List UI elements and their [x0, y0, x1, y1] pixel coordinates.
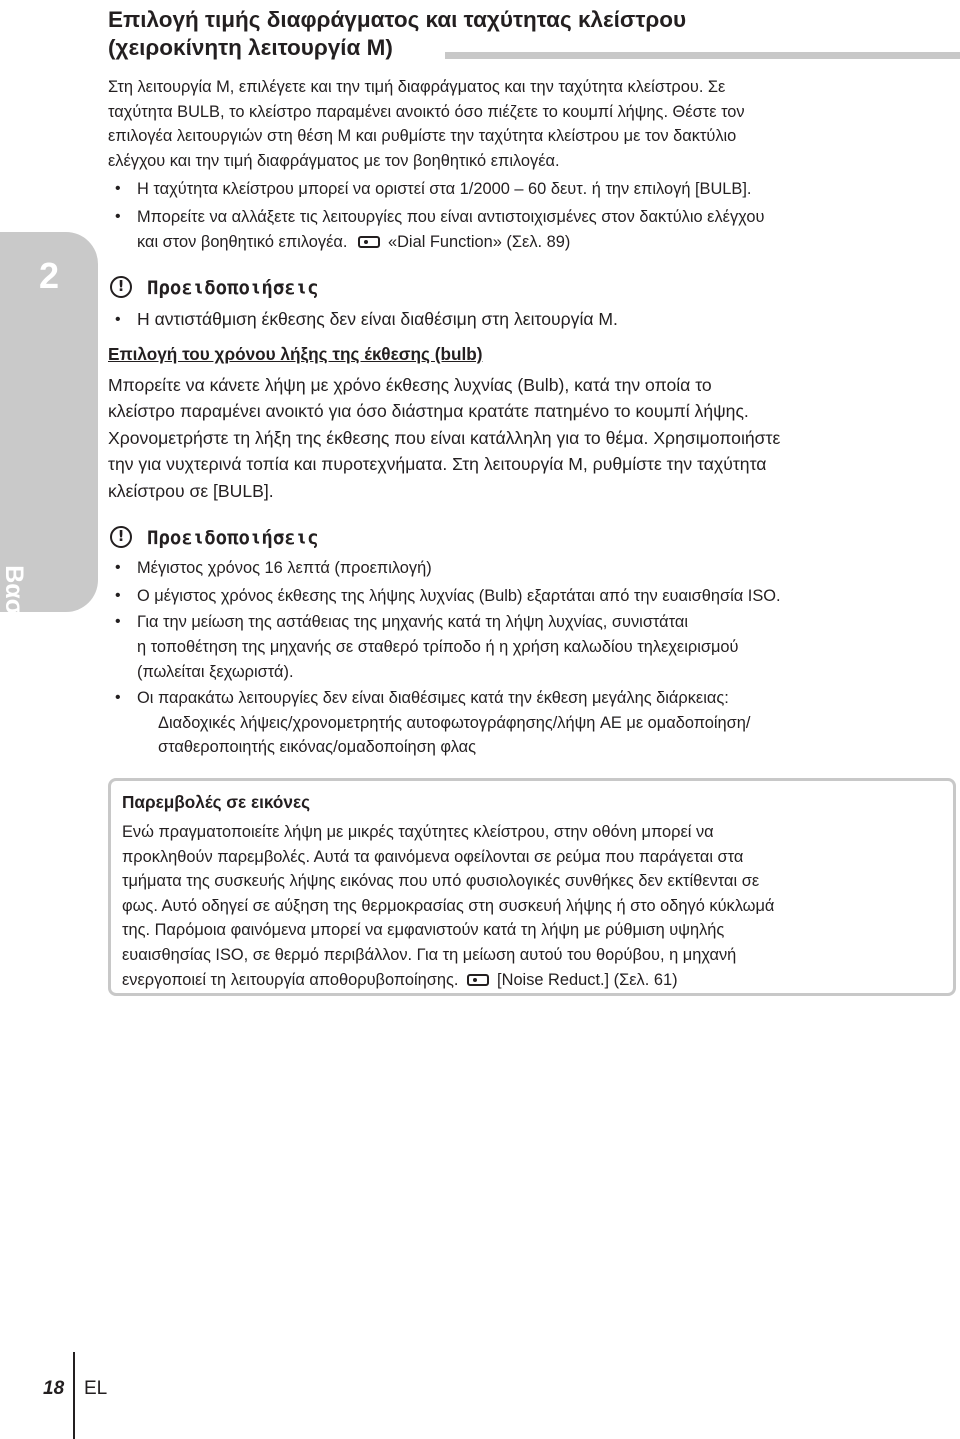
caution2-item-4-sub: σταθεροποιητής εικόνας/ομαδοποίηση φλας	[158, 738, 477, 756]
caution2-item-3-line: (πωλείται ξεχωριστά).	[137, 663, 294, 681]
note-line: της. Παρόμοια φαινόμενα μπορεί να εμφανιστούν κατά τη λήψη με ρύθμιση υψηλής	[122, 921, 725, 940]
bulb-line: την για νυχτερινά τοπία και πυροτεχνήματα. Στη λειτουργία M, ρυθμίστε την ταχύτητα	[108, 454, 767, 475]
note-line: ευαισθησίας ISO, σε θερμό περιβάλλον. Για τη μείωση αυτού του θορύβου, η μηχανή	[122, 946, 737, 964]
noise-note-box	[108, 778, 956, 996]
bullet-dot: •	[115, 311, 121, 328]
note-line: προκληθούν παρεμβολές. Αυτά τα φαινόμενα οφείλονται σε ρεύμα που παράγεται στα	[122, 847, 744, 866]
bulb-line: κλείστρου σε [BULB].	[108, 480, 274, 501]
caution-icon: !	[110, 526, 132, 548]
intro-line: επιλογέα λειτουργιών στη θέση M και ρυθμίστε την ταχύτητα κλείστρου με τον δακτύλιο	[108, 127, 737, 146]
title-line-1: Επιλογή τιμής διαφράγματος και ταχύτητας κλείστρου	[108, 7, 687, 32]
intro-bullet-2-line-2	[137, 230, 570, 255]
noise-reduct-ref: [Noise Reduct.] (Σελ. 61)	[497, 970, 678, 989]
page-number: 18	[43, 1378, 65, 1399]
chapter-tab	[0, 232, 98, 825]
caution2-item-3-line: η τοποθέτηση της μηχανής σε σταθερό τρίποδο ή η χρήση καλωδίου τηλεχειρισμού	[137, 638, 739, 656]
title-underline-rule	[445, 52, 960, 59]
note-title: Παρεμβολές σε εικόνες	[122, 792, 311, 812]
reference-icon	[358, 236, 380, 248]
note-last-text: ενεργοποιεί τη λειτουργία αποθορυβοποίησης.	[122, 970, 459, 989]
caution-title: Προειδοποιήσεις	[147, 527, 319, 549]
footer-divider	[73, 1352, 75, 1439]
language-code: EL	[84, 1378, 108, 1399]
bulb-line: Χρονομετρήστε τη λήξη της έκθεσης που είναι κατάλληλη για το θέμα. Χρησιμοποιήστε	[108, 427, 781, 448]
bullet-dot: •	[115, 587, 121, 604]
bulb-line: κλείστρο παραμένει ανοικτό για όσο διάστημα κρατάτε πατημένο το κουμπί λήψης.	[108, 401, 749, 422]
chapter-label: Βασική φωτογράφιση	[0, 565, 28, 825]
bullet-dot: •	[115, 613, 121, 630]
bullet-dot: •	[115, 559, 121, 576]
intro-bullet-2-line-1: Μπορείτε να αλλάξετε τις λειτουργίες που είναι αντιστοιχισμένες στον δακτύλιο ελέγχου	[137, 208, 765, 226]
intro-bullet-2-text: και στον βοηθητικό επιλογέα.	[137, 233, 348, 251]
caution2-item-4: Οι παρακάτω λειτουργίες δεν είναι διαθέσιμες κατά την έκθεση μεγάλης διάρκειας:	[137, 689, 729, 707]
note-last-line	[122, 968, 678, 993]
bullet-dot: •	[115, 180, 121, 197]
intro-bullet-1: Η ταχύτητα κλείστρου μπορεί να οριστεί στα 1/2000 – 60 δευτ. ή την επιλογή [BULB].	[137, 180, 752, 198]
caution2-item-4-sub: Διαδοχικές λήψεις/χρονομετρητής αυτοφωτογράφησης/λήψη AE με ομαδοποίηση/	[158, 714, 751, 732]
caution2-item-1: Μέγιστος χρόνος 16 λεπτά (προεπιλογή)	[137, 559, 432, 577]
intro-line: ταχύτητα BULB, το κλείστρο παραμένει ανοικτό όσο πιέζετε το κουμπί λήψης. Θέστε τον	[108, 102, 745, 121]
caution-title: Προειδοποιήσεις	[147, 277, 319, 299]
bullet-dot: •	[115, 689, 121, 706]
caution1-item: Η αντιστάθμιση έκθεσης δεν είναι διαθέσιμη στη λειτουργία M.	[137, 309, 618, 329]
note-line: Ενώ πραγματοποιείτε λήψη με μικρές ταχύτητες κλείστρου, στην οθόνη μπορεί να	[122, 823, 714, 841]
caution2-item-3-line: Για την μείωση της αστάθειας της μηχανής κατά τη λήψη λυχνίας, συνιστάται	[137, 613, 689, 631]
intro-line: Στη λειτουργία M, επιλέγετε και την τιμή διαφράγματος και την ταχύτητα κλείστρου. Σε	[108, 78, 726, 96]
note-line: φως. Αυτό οδηγεί σε αύξηση της θερμοκρασίας στη συσκευή λήψης ή στο οδηγό κύκλωμά	[122, 896, 775, 915]
caution-icon: !	[110, 276, 132, 298]
bulb-line: Μπορείτε να κάνετε λήψη με χρόνο έκθεσης λυχνίας (Bulb), κατά την οποία το	[108, 375, 712, 395]
note-line: τμήματα της συσκευής λήψης εικόνας που υπό φυσιολογικές συνθήκες δεν εκτίθενται σε	[122, 872, 760, 891]
dial-function-ref: «Dial Function» (Σελ. 89)	[387, 233, 571, 251]
bullet-dot: •	[115, 208, 121, 225]
intro-line: ελέγχου και την τιμή διαφράγματος με τον βοηθητικό επιλογέα.	[108, 151, 560, 170]
chapter-number: 2	[38, 255, 60, 296]
title-line-2: (χειροκίνητη λειτουργία M)	[108, 35, 393, 60]
caution2-item-2: Ο μέγιστος χρόνος έκθεσης της λήψης λυχνίας (Bulb) εξαρτάται από την ευαισθησία ISO.	[137, 587, 781, 605]
bulb-heading: Επιλογή του χρόνου λήξης της έκθεσης (bulb)	[108, 344, 483, 364]
reference-icon	[467, 974, 489, 986]
